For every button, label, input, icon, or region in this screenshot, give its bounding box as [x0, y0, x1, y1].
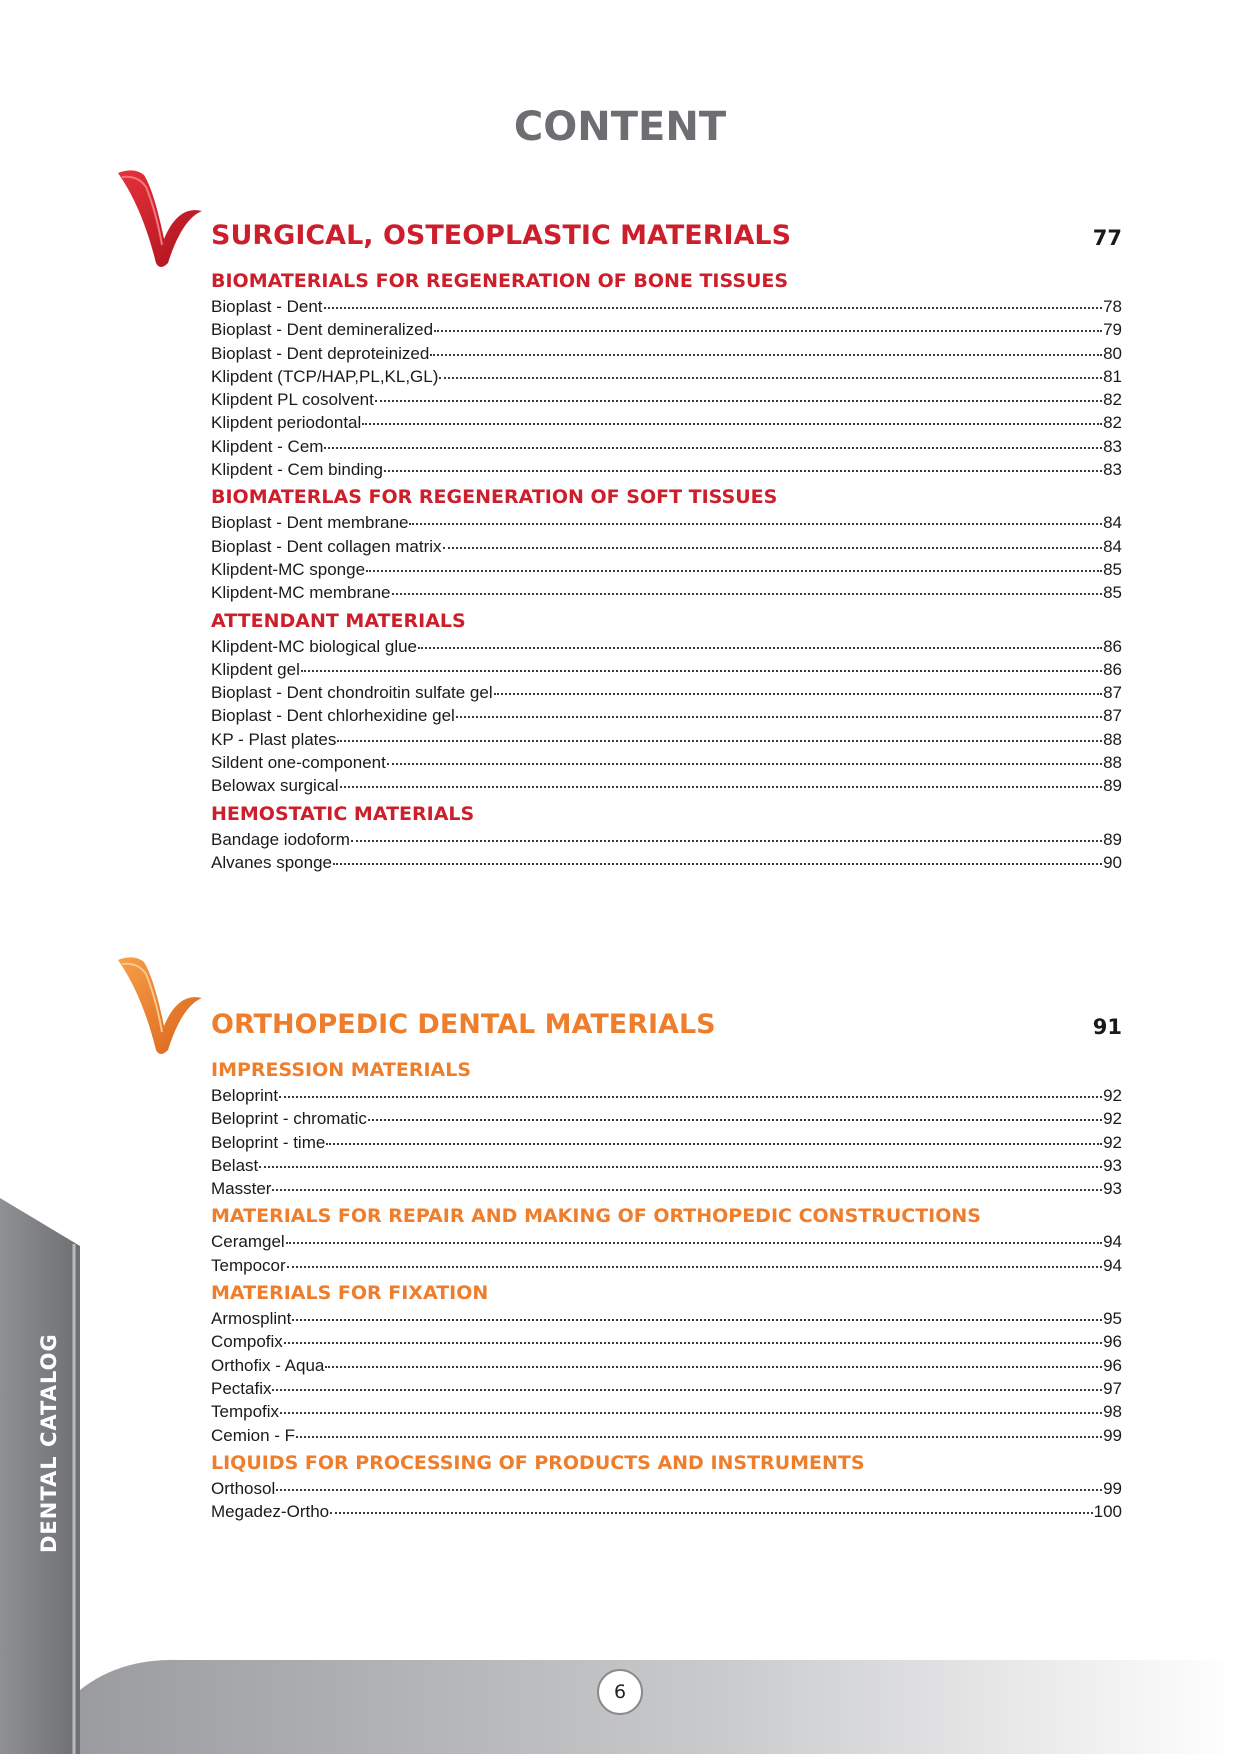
dot-leader [326, 1142, 1102, 1145]
dot-leader [439, 376, 1102, 379]
toc-entry[interactable] [211, 435, 1122, 458]
toc-entry[interactable] [211, 1424, 1122, 1447]
entry-page: 86 [1103, 659, 1122, 679]
dot-leader [494, 692, 1102, 695]
entry-page: 92 [1103, 1109, 1122, 1129]
dot-leader [418, 646, 1102, 649]
entry-name: Belowax surgical [211, 776, 339, 796]
toc-entry[interactable] [211, 1307, 1122, 1330]
dot-leader [456, 715, 1102, 718]
dot-leader [272, 1188, 1102, 1191]
toc-entry[interactable] [211, 1131, 1122, 1154]
group [211, 1200, 1122, 1277]
entry-name: Compofix [211, 1332, 283, 1352]
subsection-heading: LIQUIDS FOR PROCESSING OF PRODUCTS AND INSTRUMENTS [211, 1451, 865, 1474]
entry-name: Armosplint [211, 1309, 292, 1329]
entry-name: Beloprint - chromatic [211, 1109, 367, 1129]
toc-entry[interactable] [211, 1330, 1122, 1353]
entry-name: Belast [211, 1155, 259, 1175]
section-title: ORTHOPEDIC DENTAL MATERIALS [211, 1009, 716, 1040]
subsection-heading: MATERIALS FOR FIXATION [211, 1282, 489, 1305]
toc-entry[interactable] [211, 1254, 1122, 1277]
section-title: SURGICAL, OSTEOPLASTIC MATERIALS [211, 220, 792, 251]
entry-name: Cemion - F [211, 1425, 296, 1445]
toc-entry[interactable] [211, 295, 1122, 318]
entry-name: Bioplast - Dent chondroitin sulfate gel [211, 683, 493, 703]
entry-page: 84 [1103, 513, 1122, 533]
entry-page: 81 [1103, 366, 1122, 386]
entry-page: 99 [1103, 1478, 1122, 1498]
red-v-logo [116, 167, 204, 271]
entry-page: 99 [1103, 1425, 1122, 1445]
section-orthopedic [211, 1005, 1122, 1523]
entry-page: 89 [1103, 776, 1122, 796]
section-surgical [211, 216, 1122, 874]
dot-leader [434, 329, 1102, 332]
entry-name: Megadez-Ortho [211, 1502, 330, 1522]
dot-leader [337, 739, 1102, 742]
entry-page: 82 [1103, 390, 1122, 410]
toc-entry[interactable] [211, 1500, 1122, 1523]
toc-entry[interactable] [211, 458, 1122, 481]
dot-leader [409, 522, 1102, 525]
dot-leader [279, 1095, 1102, 1098]
entry-page: 88 [1103, 753, 1122, 773]
group [211, 1277, 1122, 1447]
dot-leader [259, 1165, 1102, 1168]
toc-entry[interactable] [211, 751, 1122, 774]
toc-entry[interactable] [211, 535, 1122, 558]
toc-entry[interactable] [211, 1400, 1122, 1423]
entry-name: Bioplast - Dent demineralized [211, 320, 434, 340]
toc-entry[interactable] [211, 1377, 1122, 1400]
entry-name: Beloprint [211, 1086, 279, 1105]
entry-name: Tempocor [211, 1255, 286, 1275]
toc-entry[interactable] [211, 411, 1122, 434]
toc-entry[interactable] [211, 1154, 1122, 1177]
entry-page: 83 [1103, 460, 1122, 480]
entry-page: 94 [1103, 1255, 1122, 1275]
subsection-heading: ATTENDANT MATERIALS [211, 609, 466, 632]
toc-entry[interactable] [211, 1354, 1122, 1377]
entry-name: Orthosol [211, 1478, 276, 1498]
toc-entry[interactable] [211, 828, 1122, 851]
entry-name: Orthofix - Aqua [211, 1355, 325, 1375]
entry-name: Bioplast - Dent chlorhexidine gel [211, 706, 455, 726]
entry-page: 93 [1103, 1155, 1122, 1175]
dot-leader [280, 1411, 1102, 1414]
entry-page: 83 [1103, 436, 1122, 456]
toc-entry[interactable] [211, 558, 1122, 581]
entry-name: Tempofix [211, 1402, 280, 1422]
section-header [211, 1005, 1122, 1045]
dot-leader [330, 1511, 1093, 1514]
toc-entry[interactable] [211, 728, 1122, 751]
entry-name: Klipdent periodontal [211, 413, 362, 433]
dot-leader [325, 1365, 1102, 1368]
entry-name: Masster [211, 1179, 272, 1199]
entry-name: Bioplast - Dent deproteinized [211, 343, 430, 363]
entry-name: Klipdent gel [211, 659, 300, 679]
entry-name: Ceramgel [211, 1232, 285, 1252]
side-label: DENTAL CATALOG [37, 1333, 61, 1553]
page-number: 6 [597, 1669, 643, 1715]
entry-page: 86 [1103, 636, 1122, 656]
page-title: CONTENT [513, 104, 727, 150]
entry-name: KP - Plast plates [211, 729, 337, 749]
group [211, 798, 1122, 875]
entry-page: 92 [1103, 1086, 1122, 1105]
entry-name: Sildent one-component [211, 753, 386, 773]
entry-name: Beloprint - time [211, 1132, 326, 1152]
subsection-heading: BIOMATERLAS FOR REGENERATION OF SOFT TISSUES [211, 486, 778, 509]
section-page: 91 [1092, 1015, 1122, 1039]
entry-page: 87 [1103, 683, 1122, 703]
entry-page: 93 [1103, 1179, 1122, 1199]
dot-leader [387, 762, 1102, 765]
toc-entry[interactable] [211, 365, 1122, 388]
dot-leader [276, 1488, 1102, 1491]
entry-name: Bioplast - Dent membrane [211, 513, 409, 533]
entry-name: Bioplast - Dent [211, 297, 323, 316]
entry-name: Klipdent-MC membrane [211, 583, 391, 603]
toc-entry[interactable] [211, 388, 1122, 411]
dot-leader [301, 669, 1102, 672]
entry-page: 85 [1103, 583, 1122, 603]
entry-page: 88 [1103, 729, 1122, 749]
dot-leader [392, 592, 1103, 595]
toc-entry[interactable] [211, 704, 1122, 727]
group [211, 1054, 1122, 1200]
dot-leader [443, 546, 1103, 549]
entry-page: 90 [1103, 852, 1122, 872]
entry-page: 84 [1103, 536, 1122, 556]
dot-leader [340, 785, 1103, 788]
toc-entry[interactable] [211, 1230, 1122, 1253]
dot-leader [292, 1318, 1102, 1321]
dot-leader [351, 839, 1102, 842]
toc-entry[interactable] [211, 1084, 1122, 1107]
dot-leader [286, 1241, 1102, 1244]
group [211, 265, 1122, 481]
entry-page: 94 [1103, 1232, 1122, 1252]
entry-page: 97 [1103, 1378, 1122, 1398]
toc-entry[interactable] [211, 774, 1122, 797]
entry-name: Pectafix [211, 1378, 272, 1398]
entry-page: 89 [1103, 829, 1122, 849]
entry-name: Bandage iodoform [211, 829, 350, 849]
dot-leader [324, 446, 1102, 449]
entry-page: 96 [1103, 1332, 1122, 1352]
toc-entry[interactable] [211, 511, 1122, 534]
dot-leader [362, 422, 1102, 425]
dot-leader [272, 1388, 1102, 1391]
entry-name: Bioplast - Dent collagen matrix [211, 536, 442, 556]
toc-entry[interactable] [211, 581, 1122, 604]
dot-leader [368, 1118, 1102, 1121]
toc-entry[interactable] [211, 635, 1122, 658]
toc-entry[interactable] [211, 1107, 1122, 1130]
section-page: 77 [1092, 226, 1122, 250]
entry-name: Klipdent - Cem binding [211, 460, 383, 480]
dot-leader [324, 306, 1103, 309]
dot-leader [366, 569, 1102, 572]
entry-page: 79 [1103, 320, 1122, 340]
entry-page: 85 [1103, 559, 1122, 579]
entry-name: Klipdent (TCP/HAP,PL,KL,GL) [211, 366, 439, 386]
orange-v-logo [116, 954, 204, 1058]
entry-name: Alvanes sponge [211, 852, 332, 872]
entry-page: 80 [1103, 343, 1122, 363]
entry-page: 78 [1103, 297, 1122, 316]
dot-leader [287, 1265, 1102, 1268]
entry-page: 92 [1103, 1132, 1122, 1152]
entry-page: 98 [1103, 1402, 1122, 1422]
entry-page: 96 [1103, 1355, 1122, 1375]
entry-name: Klipdent-MC biological glue [211, 636, 418, 656]
toc-entry[interactable] [211, 851, 1122, 874]
toc-entry[interactable] [211, 342, 1122, 365]
entry-page: 82 [1103, 413, 1122, 433]
subsection-heading: IMPRESSION MATERIALS [211, 1059, 472, 1081]
entry-page: 95 [1103, 1309, 1122, 1329]
group [211, 481, 1122, 604]
entry-page: 87 [1103, 706, 1122, 726]
dot-leader [384, 469, 1102, 472]
dot-leader [284, 1341, 1102, 1344]
subsection-heading: HEMOSTATIC MATERIALS [211, 802, 475, 825]
toc-entry[interactable] [211, 318, 1122, 341]
toc-entry[interactable] [211, 658, 1122, 681]
toc-entry[interactable] [211, 1177, 1122, 1200]
subsection-heading: BIOMATERIALS FOR REGENERATION OF BONE TISSUES [211, 270, 789, 292]
dot-leader [296, 1435, 1102, 1438]
subsection-heading: MATERIALS FOR REPAIR AND MAKING OF ORTHOPEDIC CONSTRUCTIONS [211, 1205, 981, 1228]
entry-name: Klipdent PL cosolvent [211, 390, 374, 410]
dot-leader [375, 399, 1102, 402]
group [211, 605, 1122, 798]
toc-entry[interactable] [211, 681, 1122, 704]
entry-page: 100 [1093, 1502, 1122, 1522]
dot-leader [430, 353, 1102, 356]
section-header [211, 216, 1122, 256]
entry-name: Klipdent-MC sponge [211, 559, 366, 579]
dot-leader [333, 862, 1102, 865]
toc-entry[interactable] [211, 1477, 1122, 1500]
group [211, 1447, 1122, 1524]
entry-name: Klipdent - Cem [211, 436, 324, 456]
